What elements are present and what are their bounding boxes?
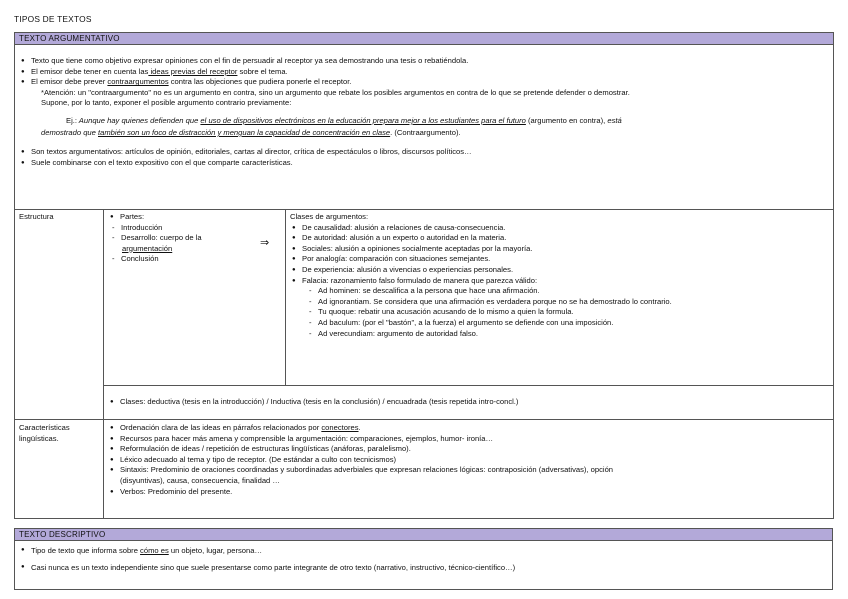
- falacia-item: - Ad baculum: (por el "bastón", a la fuerza) el argumento se defiende con una imposición.: [306, 318, 829, 329]
- partes-cell: [104, 210, 286, 386]
- falacia-item: - Tu quoque: rebatir una acusación acusando de lo mismo a quien la formula.: [306, 307, 829, 318]
- caracteristicas-label-cell: [15, 420, 104, 519]
- descriptivo-cell: [15, 541, 833, 590]
- partes-item: - Desarrollo: cuerpo de la: [109, 233, 281, 244]
- argumentativo-intro-list: [19, 56, 829, 109]
- argumentativo-intro-cell: [15, 45, 834, 210]
- argumentativo-intro-list-2: [19, 147, 829, 168]
- list-item: ● Ordenación clara de las ideas en párrafos relacionados por conectores.: [108, 423, 829, 434]
- list-item: ● Léxico adecuado al tema y tipo de receptor. (De estándar a culto con tecnicismos): [108, 455, 829, 466]
- caracteristicas-label: Características: [19, 423, 70, 432]
- caracteristicas-cell: [104, 420, 834, 519]
- falacia-item: - Ad verecundiam: argumento de autoridad falso.: [306, 329, 829, 340]
- partes-item: - Conclusión: [109, 254, 281, 265]
- list-item: ● Verbos: Predominio del presente.: [108, 487, 829, 498]
- clases-argumentos-list: [290, 223, 829, 287]
- argumentativo-header: TEXTO ARGUMENTATIVO: [15, 33, 834, 45]
- list-item: ● Son textos argumentativos: artículos de opinión, editoriales, cartas al director, crítica de espectáculos o libros, discursos políticos…: [19, 147, 829, 158]
- falacia-item: - Ad ignorantiam. Se considera que una afirmación es verdadera porque no se ha demostrado lo contrario.: [306, 297, 829, 308]
- estructura-label: Estructura: [19, 212, 54, 221]
- descriptivo-table: [14, 528, 833, 590]
- attention-note: *Atención: un "contraargumento" no es un argumento en contra, sino un argumento que rebate los posibles argumentos en contra de lo que se pretende defender o demostrar.: [41, 87, 630, 97]
- list-item: ● Recursos para hacer más amena y comprensible la argumentación: comparaciones, ejemplos, humor- ironía…: [108, 434, 829, 445]
- falacia-item: - Ad hominen: se descalifica a la persona que hace una afirmación.: [306, 286, 829, 297]
- list-item: ● Clases: deductiva (tesis en la introducción) / Inductiva (tesis en la conclusión) / encuadrada (tesis repetida intro-concl.): [108, 397, 829, 408]
- list-item-continued: (disyuntivas), causa, consecuencia, finalidad …: [120, 475, 280, 485]
- list-item: ● Sociales: alusión a opiniones socialmente aceptadas por la mayoría.: [290, 244, 829, 255]
- partes-label: ● Partes:: [108, 212, 281, 223]
- clases-argumentos-title: Clases de argumentos:: [290, 212, 369, 221]
- estructura-label-cell: [15, 210, 104, 420]
- argumentativo-table: [14, 32, 834, 519]
- list-item: ● El emisor debe prever contraargumentos contra las objeciones que pudiera ponerle el receptor.: [19, 77, 829, 88]
- list-item: ● Casi nunca es un texto independiente sino que suele presentarse como parte integrante de otro texto (narrativo, instructivo, técnico-científico…): [19, 561, 828, 574]
- caracteristicas-list: [108, 423, 829, 497]
- list-item: ● Falacia: razonamiento falso formulado de manera que parezca válido:: [290, 276, 829, 287]
- attention-note-2: Supone, por lo tanto, exponer el posible argumento contrario previamente:: [41, 98, 292, 108]
- example-paragraph: Ej.: Aunque hay quienes defienden que el uso de dispositivos electrónicos en la educación prepara mejor a los estudiantes para el futuro (argumento en contra), está demostrado que también son un foco de distracción y menguan la capacidad de concentración en clase. (Contraargumento).: [41, 115, 622, 137]
- list-item: ● Texto que tiene como objetivo expresar opiniones con el fin de persuadir al receptor ya sea demostrando una tesis o rebatiéndola.: [19, 56, 829, 67]
- document-title: TIPOS DE TEXTOS: [14, 14, 92, 24]
- list-item: ● De experiencia: alusión a vivencias o experiencias personales.: [290, 265, 829, 276]
- list-item: ● De autoridad: alusión a un experto o autoridad en la materia.: [290, 233, 829, 244]
- partes-item: - Introducción: [109, 223, 281, 234]
- list-item: ● Sintaxis: Predominio de oraciones coordinadas y subordinadas adverbiales que expresan relaciones lógicas: contraposición (adversativas), opción: [108, 465, 829, 476]
- caracteristicas-label-2: lingüísticas.: [19, 433, 59, 443]
- descriptivo-list: [19, 544, 828, 574]
- clases-tesis-cell: [104, 386, 834, 420]
- falacias-list: [290, 286, 829, 339]
- list-item: ● Por analogía: comparación con situaciones semejantes.: [290, 254, 829, 265]
- right-arrow-icon: ⇒: [260, 237, 270, 249]
- clases-tesis-list: [108, 397, 829, 408]
- list-item: ● El emisor debe tener en cuenta las ideas previas del receptor sobre el tema.: [19, 67, 829, 78]
- list-item: ● De causalidad: alusión a relaciones de causa-consecuencia.: [290, 223, 829, 234]
- list-item: ● Reformulación de ideas / repetición de estructuras lingüísticas (anáforas, paralelismo).: [108, 444, 829, 455]
- clases-argumentos-cell: [286, 210, 834, 386]
- descriptivo-header: TEXTO DESCRIPTIVO: [15, 529, 833, 541]
- partes-list: [108, 212, 281, 265]
- partes-item-continued: argumentación: [122, 243, 173, 253]
- list-item: ● Tipo de texto que informa sobre cómo es un objeto, lugar, persona…: [19, 544, 828, 557]
- list-item: ● Suele combinarse con el texto expositivo con el que comparte características.: [19, 158, 829, 169]
